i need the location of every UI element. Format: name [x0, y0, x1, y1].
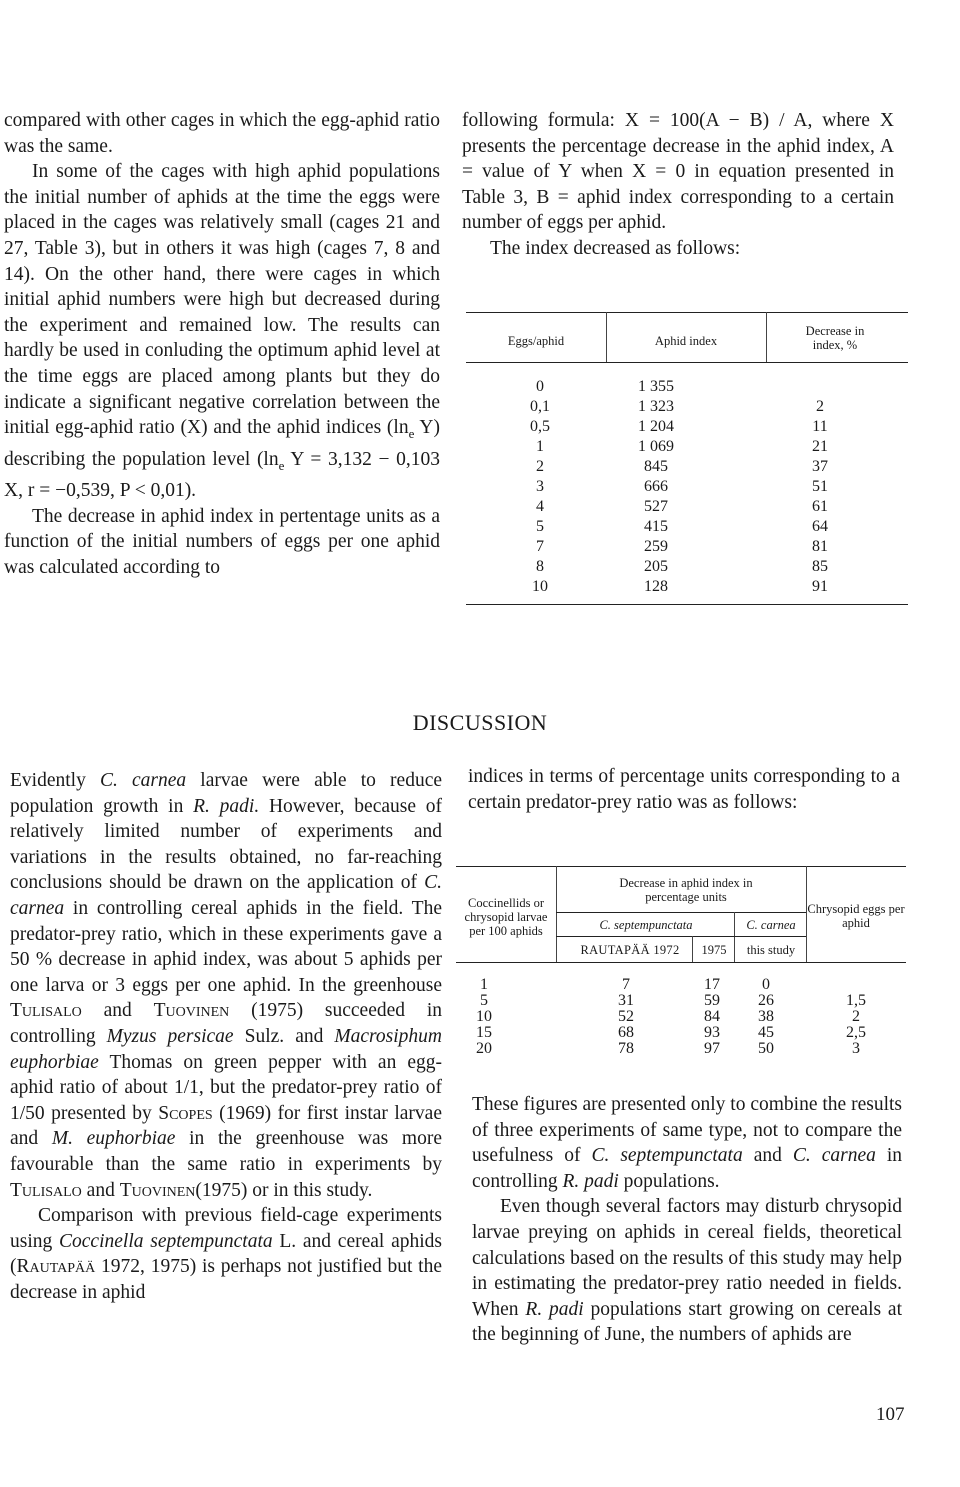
paragraph-correlation [4, 159, 440, 504]
cell: 2 [536, 458, 544, 475]
cell: 3 [536, 478, 544, 495]
cell: 78 [618, 1040, 634, 1057]
table-rule [556, 936, 806, 937]
cell: 5 [480, 992, 488, 1009]
text: (1975) succeeded in controlling [10, 1000, 442, 1047]
cell: 7 [536, 538, 544, 555]
table-rule [466, 312, 908, 313]
text: larvae were able to reduce population growth in [10, 770, 442, 817]
section-heading-discussion: DISCUSSION [412, 710, 548, 735]
paragraph [10, 768, 442, 1203]
text: Evidently [10, 770, 100, 791]
cell: 11 [812, 418, 828, 435]
page-number: 107 [876, 1404, 905, 1425]
subscript-e: e [278, 457, 285, 473]
cell: 4 [536, 498, 544, 515]
header-aphid-index: Aphid index [654, 334, 718, 348]
header-chrysopid-eggs: Chrysopid eggs per aphid [807, 902, 905, 930]
cell: 1 323 [638, 398, 674, 415]
text: These figures are presented only to combine the results of three experiments of same type, not to compare the usefulness of [472, 1094, 902, 1167]
formula-text: Y = 3,132 − 0,103 X, r = −0,539, P < 0,01). [4, 448, 440, 502]
paragraph: The index decreased as follows: [490, 237, 741, 259]
species-name: R. padi [562, 1170, 619, 1192]
cell: 7 [622, 976, 630, 993]
text: in controlling [472, 1145, 903, 1192]
paragraph [472, 1194, 902, 1348]
cell: 1,5 [846, 992, 866, 1009]
cell: 666 [644, 478, 668, 495]
text: Even though several factors may disturb chrysopid larvae preying on aphids in cereal fields, theoretical calculations based on the results of this study may help in estimating the predator-prey ratio needed in fields. When [472, 1196, 902, 1320]
cell: 37 [812, 458, 828, 475]
text: However, because of relatively limited number of experiments and variations in the results obtained, no far-reaching conclusions should be drawn on the application of [10, 795, 442, 894]
cell: 8 [536, 558, 544, 575]
paragraph [10, 1203, 442, 1305]
cell: 5 [536, 518, 544, 535]
text: 1972, 1975) is perhaps not justified but the decrease in aphid [10, 1256, 442, 1303]
text: L. and cereal aphids ( [10, 1230, 442, 1278]
header-predators: Coccinellids or chrysopid larvae per 100 aphids [464, 896, 548, 938]
cell: 10 [532, 578, 548, 595]
cell: 51 [812, 478, 828, 495]
cell: 97 [704, 1040, 720, 1057]
text: populations start growing on cereals at the beginning of June, the numbers of aphids are [472, 1298, 902, 1346]
text: (1969) for first instar larvae and [10, 1102, 442, 1150]
species-name: C. carnea [99, 770, 187, 791]
author-name: Tuovinen [153, 1000, 230, 1022]
table-divider [766, 312, 767, 362]
table-rule [456, 962, 906, 963]
species-name: C. carnea [10, 872, 442, 919]
text: populations. [618, 1170, 720, 1192]
text: and [742, 1145, 793, 1167]
table-rule [466, 604, 908, 605]
formula-text: Y) describing the population level (ln [4, 417, 440, 470]
header-source-1: RAUTAPÄÄ 1972 [580, 943, 680, 957]
paragraph: compared with other cages in which the egg-aphid ratio was the same. [4, 110, 440, 157]
right-column-bottom [468, 764, 900, 815]
cell: 91 [812, 578, 828, 595]
cell: 85 [812, 558, 828, 575]
paragraph-text: In some of the cages with high aphid populations the initial number of aphids at the time the eggs were placed in the cages was relatively small (cages 21 and 27, Table 3), but in others it was high (cages 7, 8 and 14). On the other hand, there were cages in which initial aphid numbers were high but decreased during the experiment and remained low. The results can hardly be used in conluding the optimum aphid level at the time eggs are placed among plants but they do indicate a significant negative correlation between the initial egg-aphid ratio (X) and the aphid indices (ln [4, 161, 440, 439]
header-decrease: Decrease in index, % [805, 324, 865, 352]
text: Thomas on green pepper with an egg-aphid ratio of about 1/1, but the predator-prey ratio of 1/50 presented by [10, 1051, 442, 1124]
header-eggs-aphid: Eggs/aphid [507, 334, 565, 348]
paragraph-formula: following formula: X = 100(A − B) / A, where X presents the percentage decrease in the aphid index, A = value of Y when X = 0 in equation presented in Table 3, B = aphid index corresponding to a certain number of eggs per aphid. [462, 110, 894, 234]
table-rule [466, 362, 908, 363]
cell: 2,5 [846, 1024, 866, 1041]
species-name: C. carnea [792, 1145, 876, 1167]
cell: 50 [758, 1040, 774, 1057]
cell: 68 [618, 1024, 634, 1041]
header-species-2: C. carnea [746, 918, 796, 932]
left-column-bottom [10, 768, 442, 1305]
species-name: Coccinella septempunctata [59, 1230, 273, 1252]
cell: 1 355 [638, 378, 674, 395]
cell: 45 [758, 1024, 774, 1041]
right-column-top [462, 108, 894, 262]
header-species-1: C. septempunctata [599, 918, 693, 932]
cell: 259 [644, 538, 668, 555]
cell: 59 [704, 992, 720, 1009]
species-name: C. septempunctata [591, 1145, 743, 1167]
species-name: M. euphorbiae [51, 1128, 176, 1150]
cell: 0,1 [530, 398, 550, 415]
cell: 64 [812, 518, 828, 535]
cell: 1 [480, 976, 488, 993]
cell: 20 [476, 1040, 492, 1057]
cell: 0,5 [530, 418, 550, 435]
author-name: Rautapää [16, 1256, 96, 1278]
cell: 1 [536, 438, 544, 455]
text: and [81, 1000, 154, 1022]
species-name: R. padi. [193, 795, 260, 817]
table-divider [692, 936, 693, 962]
author-name: Tulisalo [10, 1179, 82, 1201]
text: Sulz. and [233, 1025, 335, 1047]
table-rule [456, 866, 906, 867]
header-source-2: 1975 [701, 943, 727, 957]
cell: 1 204 [638, 418, 674, 435]
cell: 415 [644, 518, 668, 535]
author-name: Scopes [158, 1102, 213, 1124]
cell: 17 [704, 976, 720, 993]
paragraph [472, 1092, 902, 1194]
cell: 31 [618, 992, 634, 1009]
cell: 2 [852, 1008, 860, 1025]
cell: 61 [812, 498, 828, 515]
table-rule [556, 912, 806, 913]
right-column-bottom-continued [472, 1092, 902, 1348]
text: and [81, 1179, 120, 1201]
cell: 3 [852, 1040, 860, 1057]
cell: 21 [812, 438, 828, 455]
text: in the greenhouse was more favourable than the same ratio in experiments by [10, 1128, 443, 1175]
cell: 0 [536, 378, 544, 395]
cell: 128 [644, 578, 668, 595]
species-name: R. padi [525, 1298, 584, 1320]
paragraph: indices in terms of percentage units corresponding to a certain predator-prey ratio was as follows: [468, 766, 900, 813]
subscript-e: e [408, 426, 415, 442]
table-divider [556, 866, 557, 962]
cell: 93 [704, 1024, 720, 1041]
cell: 15 [476, 1024, 492, 1041]
cell: 84 [704, 1008, 720, 1025]
paragraph: The decrease in aphid index in pertentage units as a function of the initial numbers of eggs per one aphid was calculated according to [4, 505, 440, 578]
text: (1975) or in this study. [195, 1179, 373, 1201]
header-decrease-group: Decrease in aphid index in percentage units [619, 876, 753, 904]
author-name: Tuovinen [119, 1179, 196, 1201]
cell: 0 [762, 976, 770, 993]
species-name: Macrosiphum euphorbiae [10, 1025, 443, 1073]
cell: 10 [476, 1008, 492, 1025]
author-name: Tulisalo [10, 1000, 82, 1022]
cell: 38 [758, 1008, 774, 1025]
cell: 26 [758, 992, 774, 1009]
left-column-top [4, 108, 440, 580]
cell: 1 069 [638, 438, 674, 455]
cell: 527 [644, 498, 668, 515]
text: Comparison with previous field-cage experiments using [10, 1205, 442, 1252]
cell: 2 [816, 398, 824, 415]
text: in controlling cereal aphids in the field. The predator-prey ratio, which in these experiments gave a 50 % decrease in aphid index, was about 5 aphids per one larva or 3 eggs per one aphid. In the greenhouse [10, 897, 442, 996]
cell: 52 [618, 1008, 634, 1025]
cell: 845 [644, 458, 668, 475]
cell: 205 [644, 558, 668, 575]
header-source-3: this study [746, 943, 796, 957]
cell: 81 [812, 538, 828, 555]
table-divider [734, 912, 735, 962]
species-name: Myzus persicae [106, 1025, 234, 1047]
